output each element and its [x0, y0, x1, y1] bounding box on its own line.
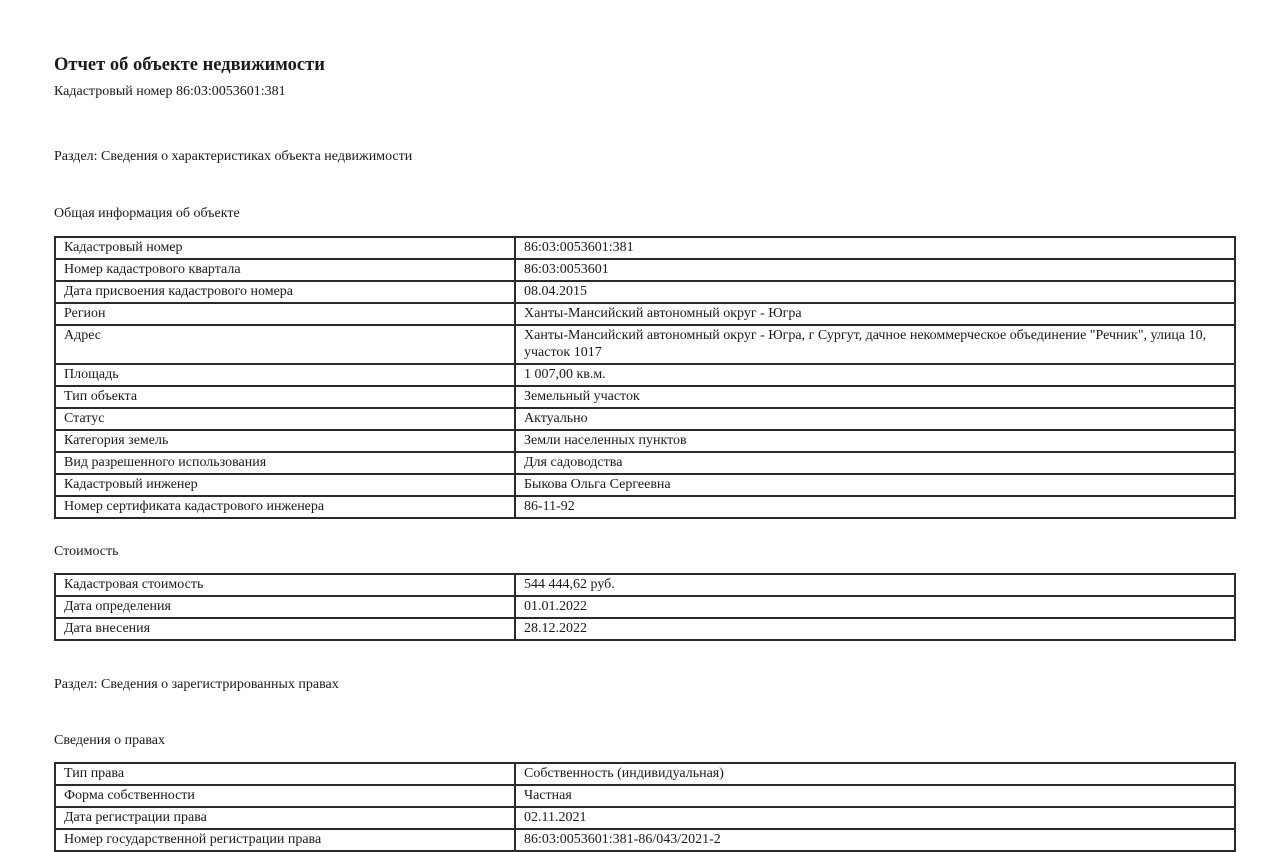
row-key: Статус — [55, 408, 515, 430]
row-key: Форма собственности — [55, 785, 515, 807]
table-row — [55, 303, 1235, 325]
table-row — [55, 325, 1235, 364]
table-row — [55, 281, 1235, 303]
row-value: Частная — [515, 785, 1235, 807]
table-row — [55, 408, 1235, 430]
row-value: 86:03:0053601 — [515, 259, 1235, 281]
row-value: Земельный участок — [515, 386, 1235, 408]
row-key: Тип права — [55, 763, 515, 785]
row-key: Площадь — [55, 364, 515, 386]
rights-table — [54, 762, 1236, 852]
table-row — [55, 474, 1235, 496]
cost-title: Стоимость — [54, 544, 119, 559]
row-key: Адрес — [55, 325, 515, 364]
row-value: Ханты-Мансийский автономный округ - Югра — [515, 303, 1235, 325]
cost-table — [54, 573, 1236, 641]
row-value: 86-11-92 — [515, 496, 1235, 518]
table-row — [55, 763, 1235, 785]
table-row — [55, 452, 1235, 474]
row-value: Быкова Ольга Сергеевна — [515, 474, 1235, 496]
table-row — [55, 364, 1235, 386]
row-key: Номер кадастрового квартала — [55, 259, 515, 281]
section-characteristics-title: Раздел: Сведения о характеристиках объекта недвижимости — [54, 149, 413, 164]
row-key: Кадастровый номер — [55, 237, 515, 259]
table-row — [55, 386, 1235, 408]
row-value: 01.01.2022 — [515, 596, 1235, 618]
row-key: Кадастровый инженер — [55, 474, 515, 496]
row-value: 86:03:0053601:381 — [515, 237, 1235, 259]
row-value: 28.12.2022 — [515, 618, 1235, 640]
row-value: 02.11.2021 — [515, 807, 1235, 829]
cadastral-number-subtitle: Кадастровый номер 86:03:0053601:381 — [54, 84, 286, 99]
row-key: Кадастровая стоимость — [55, 574, 515, 596]
row-key: Категория земель — [55, 430, 515, 452]
row-key: Дата присвоения кадастрового номера — [55, 281, 515, 303]
row-key: Номер государственной регистрации права — [55, 829, 515, 851]
row-value: Собственность (индивидуальная) — [515, 763, 1235, 785]
table-row — [55, 574, 1235, 596]
row-key: Вид разрешенного использования — [55, 452, 515, 474]
row-key: Номер сертификата кадастрового инженера — [55, 496, 515, 518]
row-key: Дата определения — [55, 596, 515, 618]
row-value: 1 007,00 кв.м. — [515, 364, 1235, 386]
row-value: Земли населенных пунктов — [515, 430, 1235, 452]
row-value: Ханты-Мансийский автономный округ - Югра, г Сургут, дачное некоммерческое объединение "Речник", улица 10, участок 1017 — [515, 325, 1235, 364]
row-value: 544 444,62 руб. — [515, 574, 1235, 596]
table-row — [55, 596, 1235, 618]
table-row — [55, 829, 1235, 851]
row-value: 86:03:0053601:381-86/043/2021-2 — [515, 829, 1235, 851]
row-value: Актуально — [515, 408, 1235, 430]
row-key: Регион — [55, 303, 515, 325]
rights-info-title: Сведения о правах — [54, 733, 166, 748]
table-row — [55, 259, 1235, 281]
row-key: Дата внесения — [55, 618, 515, 640]
table-row — [55, 807, 1235, 829]
table-row — [55, 496, 1235, 518]
general-info-table — [54, 236, 1236, 519]
row-value: Для садоводства — [515, 452, 1235, 474]
table-row — [55, 237, 1235, 259]
report-title: Отчет об объекте недвижимости — [54, 55, 325, 75]
row-key: Тип объекта — [55, 386, 515, 408]
section-rights-title: Раздел: Сведения о зарегистрированных правах — [54, 677, 339, 692]
row-value: 08.04.2015 — [515, 281, 1235, 303]
table-row — [55, 618, 1235, 640]
table-row — [55, 430, 1235, 452]
general-info-title: Общая информация об объекте — [54, 206, 240, 221]
table-row — [55, 785, 1235, 807]
row-key: Дата регистрации права — [55, 807, 515, 829]
